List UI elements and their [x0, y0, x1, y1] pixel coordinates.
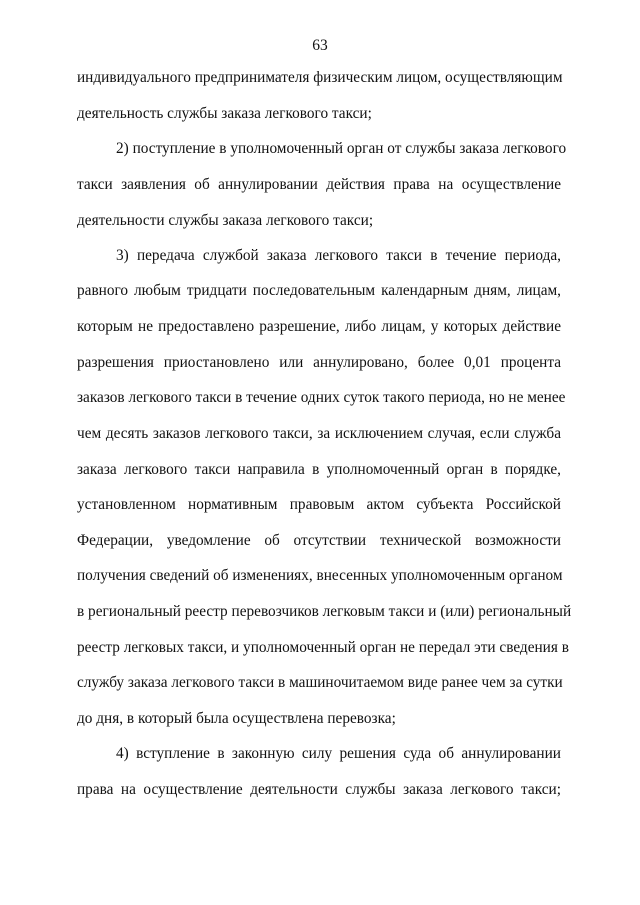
text-line: Федерации, уведомление об отсутствии технической возможности: [77, 532, 561, 549]
text-line: которым не предоставлено разрешение, либо лицам, у которых действие: [77, 318, 561, 335]
text-line: получения сведений об изменениях, внесенных уполномоченным органом: [77, 567, 563, 584]
text-line: чем десять заказов легкового такси, за исключением случая, если служба: [77, 425, 561, 442]
text-line: установленном нормативным правовым актом субъекта Российской: [77, 496, 561, 513]
text-line: до дня, в который была осуществлена перевозка;: [77, 710, 396, 727]
text-line: заказа легкового такси направила в уполномоченный орган в порядке,: [77, 461, 561, 478]
text-line: разрешения приостановлено или аннулировано, более 0,01 процента: [77, 354, 561, 371]
text-line: 3) передача службой заказа легкового такси в течение периода,: [116, 247, 561, 264]
text-line: индивидуального предпринимателя физическим лицом, осуществляющим: [77, 69, 563, 86]
text-line: заказов легкового такси в течение одних суток такого периода, но не менее: [77, 389, 566, 406]
text-line: реестр легковых такси, и уполномоченный орган не передал эти сведения в: [77, 639, 569, 656]
text-line: деятельности службы заказа легкового такси;: [77, 212, 374, 229]
text-line: права на осуществление деятельности службы заказа легкового такси;: [77, 781, 561, 798]
text-line: деятельность службы заказа легкового такси;: [77, 105, 372, 122]
text-line: 2) поступление в уполномоченный орган от службы заказа легкового: [116, 140, 567, 157]
text-line: службу заказа легкового такси в машиночитаемом виде ранее чем за сутки: [77, 674, 563, 691]
text-line: такси заявления об аннулировании действия права на осуществление: [77, 176, 561, 193]
page-number: 63: [312, 37, 328, 54]
text-line: 4) вступление в законную силу решения суда об аннулировании: [116, 745, 561, 762]
text-line: в региональный реестр перевозчиков легковым такси и (или) региональный: [77, 603, 572, 620]
text-line: равного любым тридцати последовательным календарным дням, лицам,: [77, 282, 561, 299]
